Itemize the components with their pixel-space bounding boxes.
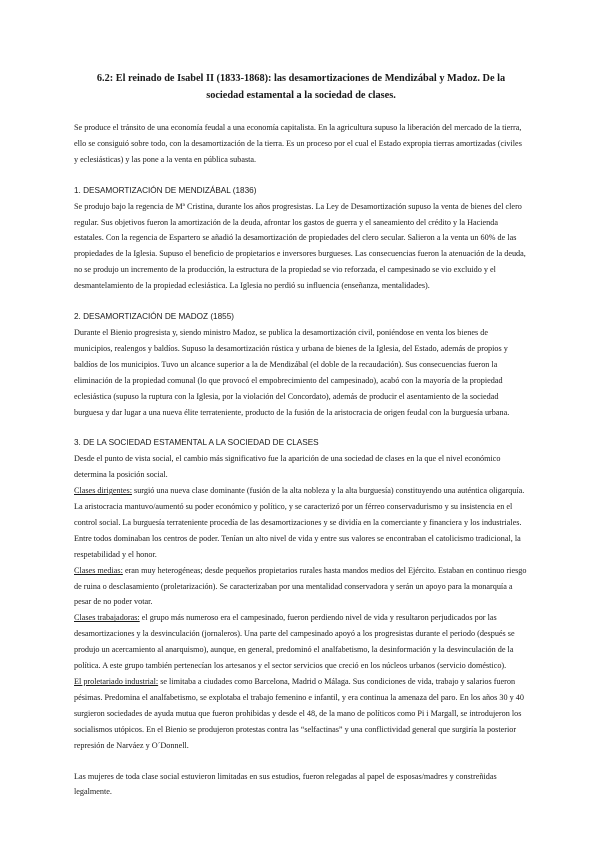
section-body: Desde el punto de vista social, el cambio más significativo fue la aparición de una sociedad de clases en la que el nivel económico determina la posición social. [74,454,501,480]
closing-paragraph: Las mujeres de toda clase social estuvieron limitadas en sus estudios, fueron relegadas al papel de esposas/madres y constreñidas legalmente. [74,771,497,797]
term-label: El proletariado industrial: [74,677,159,686]
paragraph-clases-dirigentes [74,483,528,563]
section-sociedad [74,435,528,800]
intro-paragraph: Se produce el tránsito de una economía feudal a una economía capitalista. En la agricultura supuso la liberación del mercado de la tierra, ello se consiguió sobre todo, con la desamortización de la tierra. Es un proceso por el cual el Estado expropia tierras amortizadas (civiles y eclesiásticas) y las pone a la venta en pública subasta. [74,123,522,164]
document-title: 6.2: El reinado de Isabel II (1833-1868): las desamortizaciones de Mendizábal y Madoz. De la sociedad estamental a la sociedad de clases. [96,73,506,101]
term-text: el grupo más numeroso era el campesinado, fueron perdiendo nivel de vida y resultaron perjudicados por las desamortizaciones y la desvinculación (jornaleros). Una parte del campesinado apoyó a los progresistas durante el periodo (después se produjo un acercamiento al anarquismo), aunque, en general, predominó el analfabetismo, la desinformación y la desvinculación de la política. A este grupo también pertenecían los artesanos y el sector servicios que creció en los núcleos urbanos (servicio doméstico). [74,613,515,671]
term-text: surgió una nueva clase dominante (fusión de la alta nobleza y la alta burguesía) constituyendo una auténtica oligarquía. La aristocracia mantuvo/aumentó su poder económico y político, y se caracterizó por un férreo conservadurismo y su insistencia en el control social. La burguesía terrateniente procedía de las desamortizaciones y se dividía en la comerciante y financiera y los industriales. Entre todos dominaban los centros de poder. Tenían un alto nivel de vida y entre sus valores se encontraban el catolicismo tradicional, la respetabilidad y el honor. [74,486,525,559]
term-label: Clases medias: [74,565,123,575]
section-heading: 1. DESAMORTIZACIÓN DE MENDIZÁBAL (1836) [74,185,257,195]
section-body: Se produjo bajo la regencia de Mª Cristina, durante los años progresistas. La Ley de Desamortización supuso la venta de bienes del clero regular. Sus objetivos fueron la amortización de la deuda, afrontar los gastos de guerra y el saneamiento del crédito y la Hacienda estatales. Con la regencia de Espartero se añadió la desamortización de propiedades del clero secular. Salieron a la venta un 60% de las propiedades de la Iglesia. Supuso el beneficio de propietarios e inversores burgueses. Las consecuencias fueron la atenuación de la deuda, no se produjo un incremento de la producción, la estructura de la propiedad se vio reforzada, el campesinado se vio excluido y el desmantelamiento de la propiedad eclesiástica. La Iglesia no perdió su influencia (enseñanza, mentalidades). [74,201,526,291]
section-heading: 3. DE LA SOCIEDAD ESTAMENTAL A LA SOCIEDAD DE CLASES [74,438,319,448]
term-label: Clases trabajadoras: [74,613,140,623]
section-madoz [74,309,528,420]
term-label: Clases dirigentes: [74,486,132,496]
paragraph-clases-medias [74,563,528,611]
term-text: se limitaba a ciudades como Barcelona, Madrid o Málaga. Sus condiciones de vida, trabajo y salarios fueron pésimas. Predomina el analfabetismo, se explotaba el trabajo femenino e infantil, y era continua la amenaza del paro. En los años 30 y 40 surgieron sociedades de ayuda mutua que fueron prohibidas y desde el 48, de la mano de políticos como Pi i Margall, se introdujeron los socialismos utópicos. En el Bienio se produjeron protestas contra las “selfactinas” y una conflictividad general que surgiría la posterior represión de Narváez y O´Donnell. [74,677,524,750]
paragraph-clases-trabajadoras [74,610,528,674]
term-text: eran muy heterogéneas; desde pequeños propietarios rurales hasta mandos medios del Ejército. Estaban en continuo riesgo de ruina o desclasamiento (proletarización). Se caracterizaban por una mentalidad conservadora y serán un apoyo para la monarquía a pesar de no poder votar. [74,565,527,607]
paragraph-proletariado [74,674,528,754]
section-heading: 2. DESAMORTIZACIÓN DE MADOZ (1855) [74,312,234,322]
section-body: Durante el Bienio progresista y, siendo ministro Madoz, se publica la desamortización civil, poniéndose en venta los bienes de municipios, realengos y baldíos. Supuso la desamortización rústica y urbana de bienes de la Iglesia, del Estado, además de propios y baldíos de los municipios. Tuvo un alcance superior a la de Mendizábal (el doble de la recaudación). Sus consecuencias fueron la eliminación de la propiedad comunal (lo que provocó el empobrecimiento del campesinado), acabó con la mayoría de la propiedad eclesiástica (supuso la ruptura con la Iglesia, por la violación del Concordato), además de producir el asentamiento de la sociedad burguesa y dar lugar a una nueva élite terrateniente, producto de la fusión de la aristocracia de origen feudal con la burguesía urbana. [74,327,510,417]
section-mendizabal [74,183,528,294]
